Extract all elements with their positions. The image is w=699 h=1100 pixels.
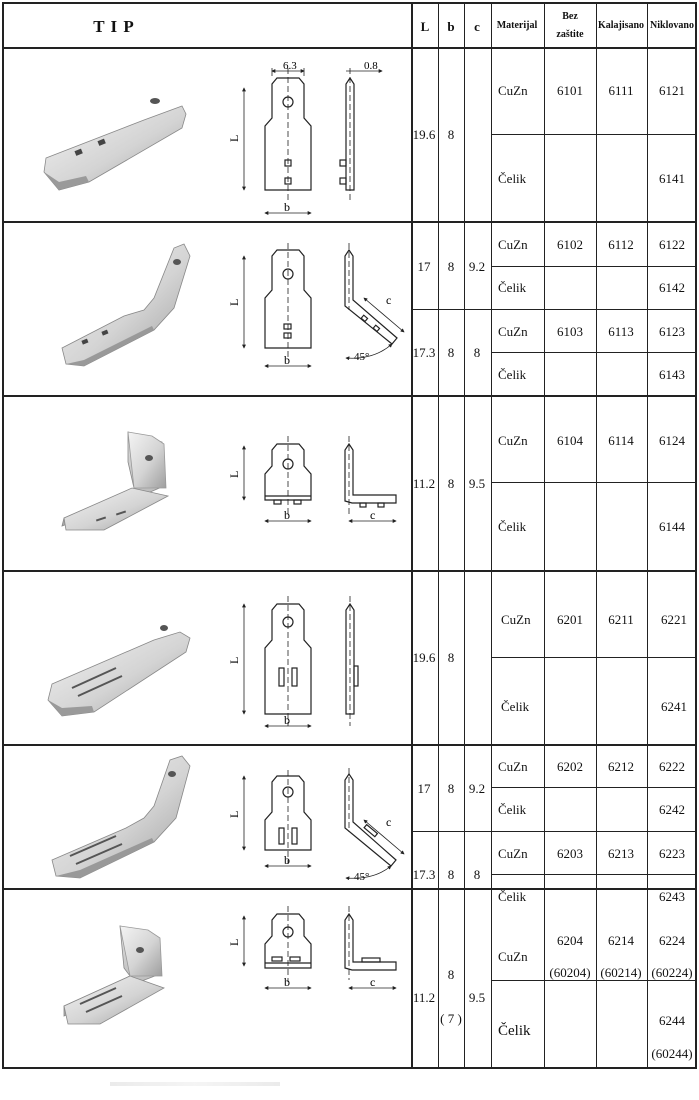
- cell-material: Čelik: [498, 889, 527, 904]
- header-materijal: Materijal: [496, 20, 538, 31]
- cell-L: 17.3: [412, 867, 436, 882]
- catalog-table: [2, 2, 697, 1069]
- dim-c-label: c: [370, 975, 376, 989]
- cell-b: 8: [447, 259, 455, 274]
- cell-code: 6241: [661, 699, 687, 714]
- right-angle-tab-wide-photo: [64, 926, 164, 1024]
- column-divider: [544, 4, 545, 1067]
- dim-c-label: c: [370, 508, 376, 522]
- cell-c: 8: [473, 867, 481, 882]
- column-divider: [438, 4, 439, 1067]
- header-kalajisano: Kalajisano: [597, 20, 645, 31]
- cell-material: Čelik: [498, 280, 527, 295]
- header-niklovano: Niklovano: [650, 20, 694, 31]
- cell-material: Čelik: [498, 1023, 531, 1039]
- header-bez-zastite: Bez: [562, 11, 578, 22]
- straight-tab-wide-photo: [48, 625, 190, 716]
- cell-material: CuZn: [498, 846, 528, 861]
- cell-code-alt: (60214): [600, 965, 642, 980]
- angle-label: 45°: [354, 871, 370, 883]
- cell-code: 6121: [659, 83, 685, 98]
- dim-width-label: 6.3: [283, 60, 297, 72]
- cell-code-alt: (60244): [651, 1046, 693, 1061]
- cell-c: 9.2: [468, 781, 486, 796]
- header-bez-zastite: zaštite: [556, 29, 584, 40]
- dim-b-label: b: [284, 713, 290, 727]
- cell-code: 6223: [659, 846, 685, 861]
- cell-code: 6142: [659, 280, 685, 295]
- cell-material: Čelik: [498, 519, 527, 534]
- cell-code: 6224: [659, 933, 685, 948]
- material-divider: [491, 266, 695, 267]
- straight-tab-photo: [44, 98, 186, 190]
- angled-tab-photo: [62, 244, 190, 366]
- cell-b: 8: [447, 967, 455, 982]
- column-divider: [464, 4, 465, 1067]
- cell-b: 8: [447, 127, 455, 142]
- cell-code-alt: (60204): [549, 965, 591, 980]
- cell-material: Čelik: [498, 171, 527, 186]
- column-divider: [647, 4, 648, 1067]
- cell-material: CuZn: [501, 612, 531, 627]
- material-divider: [491, 874, 695, 875]
- cell-code: 6221: [661, 612, 687, 627]
- material-divider: [491, 787, 695, 788]
- dim-b-label: b: [284, 508, 290, 522]
- cell-code: 6243: [659, 889, 685, 904]
- cell-code: 6141: [659, 171, 685, 186]
- cell-L: 11.2: [412, 476, 436, 491]
- header-b: b: [447, 19, 455, 34]
- cell-material: CuZn: [498, 433, 528, 448]
- dim-c-label: c: [386, 293, 392, 307]
- dim-b-label: b: [284, 975, 290, 989]
- cell-code: 6104: [557, 433, 583, 448]
- cell-code: 6204: [557, 933, 583, 948]
- cell-code: 6212: [608, 759, 634, 774]
- angled-tab-wide-drawing: [244, 768, 404, 878]
- cell-code: 6213: [608, 846, 634, 861]
- header-L: L: [420, 19, 430, 34]
- cell-b: 8: [447, 650, 455, 665]
- cell-code: 6101: [557, 83, 583, 98]
- cell-code: 6102: [557, 237, 583, 252]
- product-illustrations: [4, 48, 410, 1069]
- dim-b-label: b: [284, 200, 290, 214]
- cell-code: 6222: [659, 759, 685, 774]
- column-divider: [411, 4, 413, 1067]
- dim-c-label: c: [386, 815, 392, 829]
- material-divider: [491, 482, 695, 483]
- cell-code-alt: (60224): [651, 965, 693, 980]
- cell-material: CuZn: [498, 237, 528, 252]
- footer-smudge: [110, 1082, 280, 1086]
- cell-L: 17: [417, 781, 431, 796]
- material-divider: [491, 657, 695, 658]
- cell-L: 17.3: [412, 345, 436, 360]
- dim-L-label: L: [227, 298, 241, 306]
- cell-code: 6144: [659, 519, 685, 534]
- dim-L-label: L: [227, 134, 241, 142]
- cell-material: Čelik: [498, 367, 527, 382]
- angle-label: 45°: [354, 351, 370, 363]
- cell-code: 6202: [557, 759, 583, 774]
- straight-tab-drawing: [244, 68, 382, 213]
- cell-code: 6211: [608, 612, 634, 627]
- cell-material: CuZn: [498, 949, 528, 964]
- cell-b: 8: [447, 867, 455, 882]
- cell-c: 9.2: [468, 259, 486, 274]
- cell-L: 19.6: [412, 650, 436, 665]
- dim-L-label: L: [227, 470, 241, 478]
- dim-b-label: b: [284, 353, 290, 367]
- cell-code: 6113: [608, 324, 634, 339]
- cell-c: 9.5: [468, 990, 486, 1005]
- cell-b-alt: ( 7 ): [440, 1011, 462, 1026]
- cell-L: 11.2: [412, 990, 436, 1005]
- cell-c: 9.5: [468, 476, 486, 491]
- cell-code: 6103: [557, 324, 583, 339]
- cell-code: 6124: [659, 433, 685, 448]
- cell-L: 19.6: [412, 127, 436, 142]
- cell-material: CuZn: [498, 83, 528, 98]
- cell-code: 6114: [608, 433, 634, 448]
- dim-thickness-label: 0.8: [364, 60, 378, 72]
- subrow-divider: [411, 831, 695, 832]
- cell-code: 6143: [659, 367, 685, 382]
- cell-b: 8: [447, 345, 455, 360]
- cell-material: CuZn: [498, 759, 528, 774]
- subrow-divider: [411, 309, 695, 310]
- cell-material: Čelik: [501, 699, 530, 714]
- header-tip: T I P: [93, 17, 135, 36]
- cell-code: 6214: [608, 933, 634, 948]
- angled-tab-wide-photo: [52, 756, 190, 878]
- cell-code: 6122: [659, 237, 685, 252]
- cell-code: 6203: [557, 846, 583, 861]
- cell-code: 6111: [608, 83, 634, 98]
- dim-L-label: L: [227, 656, 241, 664]
- header-c: c: [474, 19, 480, 34]
- right-angle-tab-photo: [62, 432, 168, 530]
- angled-tab-drawing: [244, 243, 404, 366]
- material-divider: [491, 980, 695, 981]
- cell-code: 6244: [659, 1013, 685, 1028]
- cell-material: Čelik: [498, 802, 527, 817]
- straight-tab-wide-drawing: [244, 596, 358, 726]
- cell-b: 8: [447, 781, 455, 796]
- cell-code: 6201: [557, 612, 583, 627]
- cell-b: 8: [447, 476, 455, 491]
- column-divider: [596, 4, 597, 1067]
- cell-code: 6123: [659, 324, 685, 339]
- cell-code: 6242: [659, 802, 685, 817]
- dim-b-label: b: [284, 853, 290, 867]
- cell-code: 6112: [608, 237, 634, 252]
- cell-material: CuZn: [498, 324, 528, 339]
- material-divider: [491, 352, 695, 353]
- column-divider: [491, 4, 492, 1067]
- cell-c: 8: [473, 345, 481, 360]
- cell-L: 17: [417, 259, 431, 274]
- dim-L-label: L: [227, 810, 241, 818]
- dim-L-label: L: [227, 938, 241, 946]
- material-divider: [491, 134, 695, 135]
